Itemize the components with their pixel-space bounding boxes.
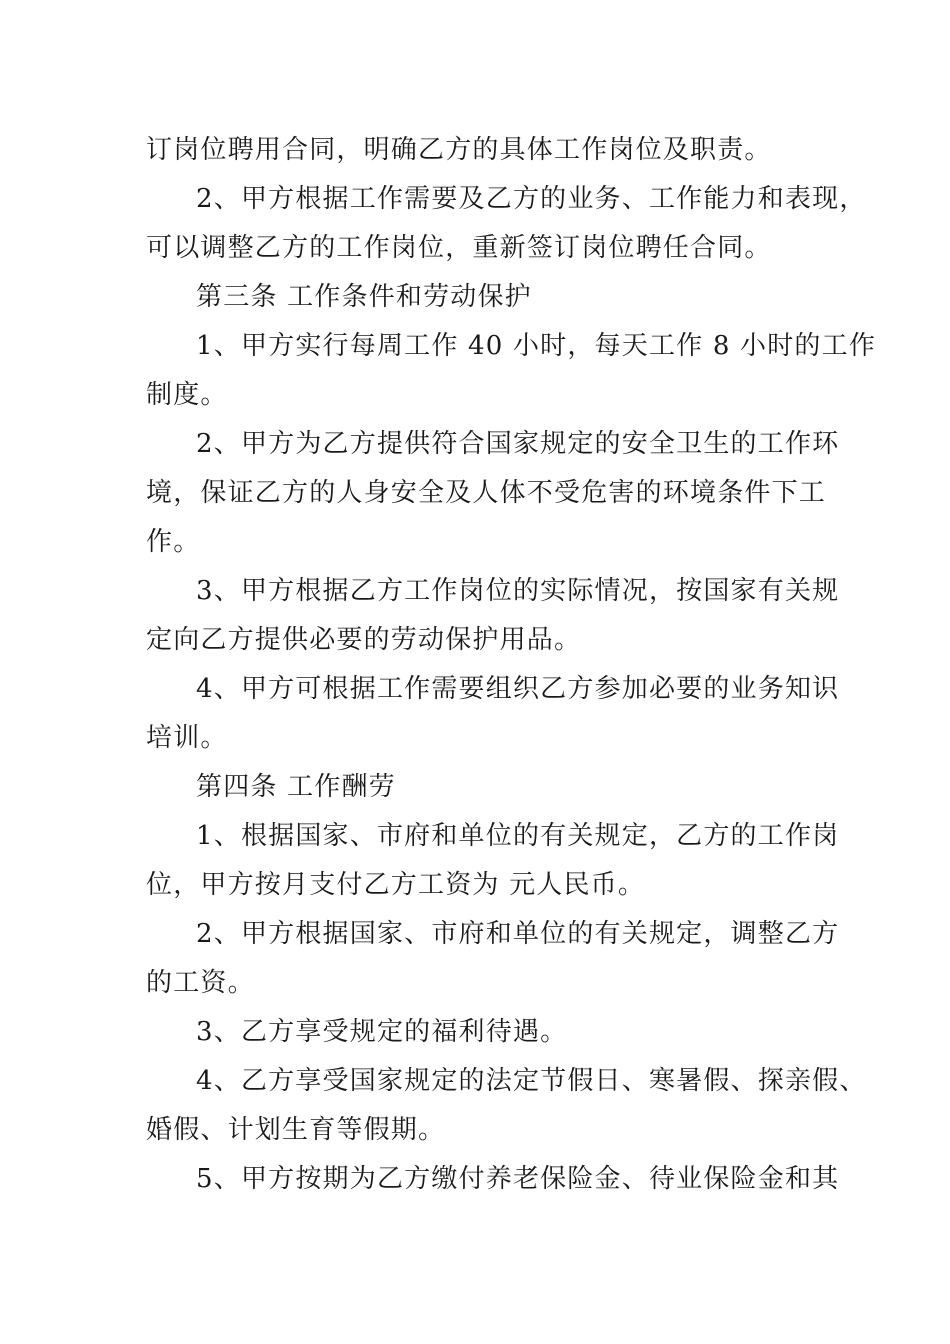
text-line-3: 可以调整乙方的工作岗位，重新签订岗位聘任合同。 (146, 233, 772, 263)
text-line-5: 1、甲方实行每周工作 40 小时，每天工作 8 小时的工作 (196, 331, 877, 361)
section-heading-3: 第三条 工作条件和劳动保护 (196, 282, 532, 312)
text-line-6: 制度。 (146, 380, 228, 410)
text-line-16: 位，甲方按月支付乙方工资为 元人民币。 (146, 870, 646, 900)
text-line-19: 3、乙方享受规定的福利待遇。 (196, 1017, 568, 1047)
text-line-2: 2、甲方根据工作需要及乙方的业务、工作能力和表现， (196, 184, 867, 214)
text-line-17: 2、甲方根据国家、市府和单位的有关规定，调整乙方 (196, 919, 840, 949)
section-heading-4: 第四条 工作酬劳 (196, 772, 396, 802)
text-line-18: 的工资。 (146, 968, 255, 998)
text-line-11: 定向乙方提供必要的劳动保护用品。 (146, 625, 582, 655)
text-line-8: 境，保证乙方的人身安全及人体不受危害的环境条件下工 (146, 478, 827, 508)
text-line-20: 4、乙方享受国家规定的法定节假日、寒暑假、探亲假、 (196, 1066, 867, 1096)
text-line-1: 订岗位聘用合同，明确乙方的具体工作岗位及职责。 (146, 135, 772, 165)
text-line-10: 3、甲方根据乙方工作岗位的实际情况，按国家有关规 (196, 576, 840, 606)
text-line-7: 2、甲方为乙方提供符合国家规定的安全卫生的工作环 (196, 429, 840, 459)
text-line-22: 5、甲方按期为乙方缴付养老保险金、待业保险金和其 (196, 1164, 840, 1194)
text-line-21: 婚假、计划生育等假期。 (146, 1115, 446, 1145)
document-body (146, 126, 877, 1204)
text-line-9: 作。 (146, 527, 201, 557)
text-line-15: 1、根据国家、市府和单位的有关规定，乙方的工作岗 (196, 821, 840, 851)
text-line-12: 4、甲方可根据工作需要组织乙方参加必要的业务知识 (196, 674, 840, 704)
text-line-13: 培训。 (146, 723, 228, 753)
